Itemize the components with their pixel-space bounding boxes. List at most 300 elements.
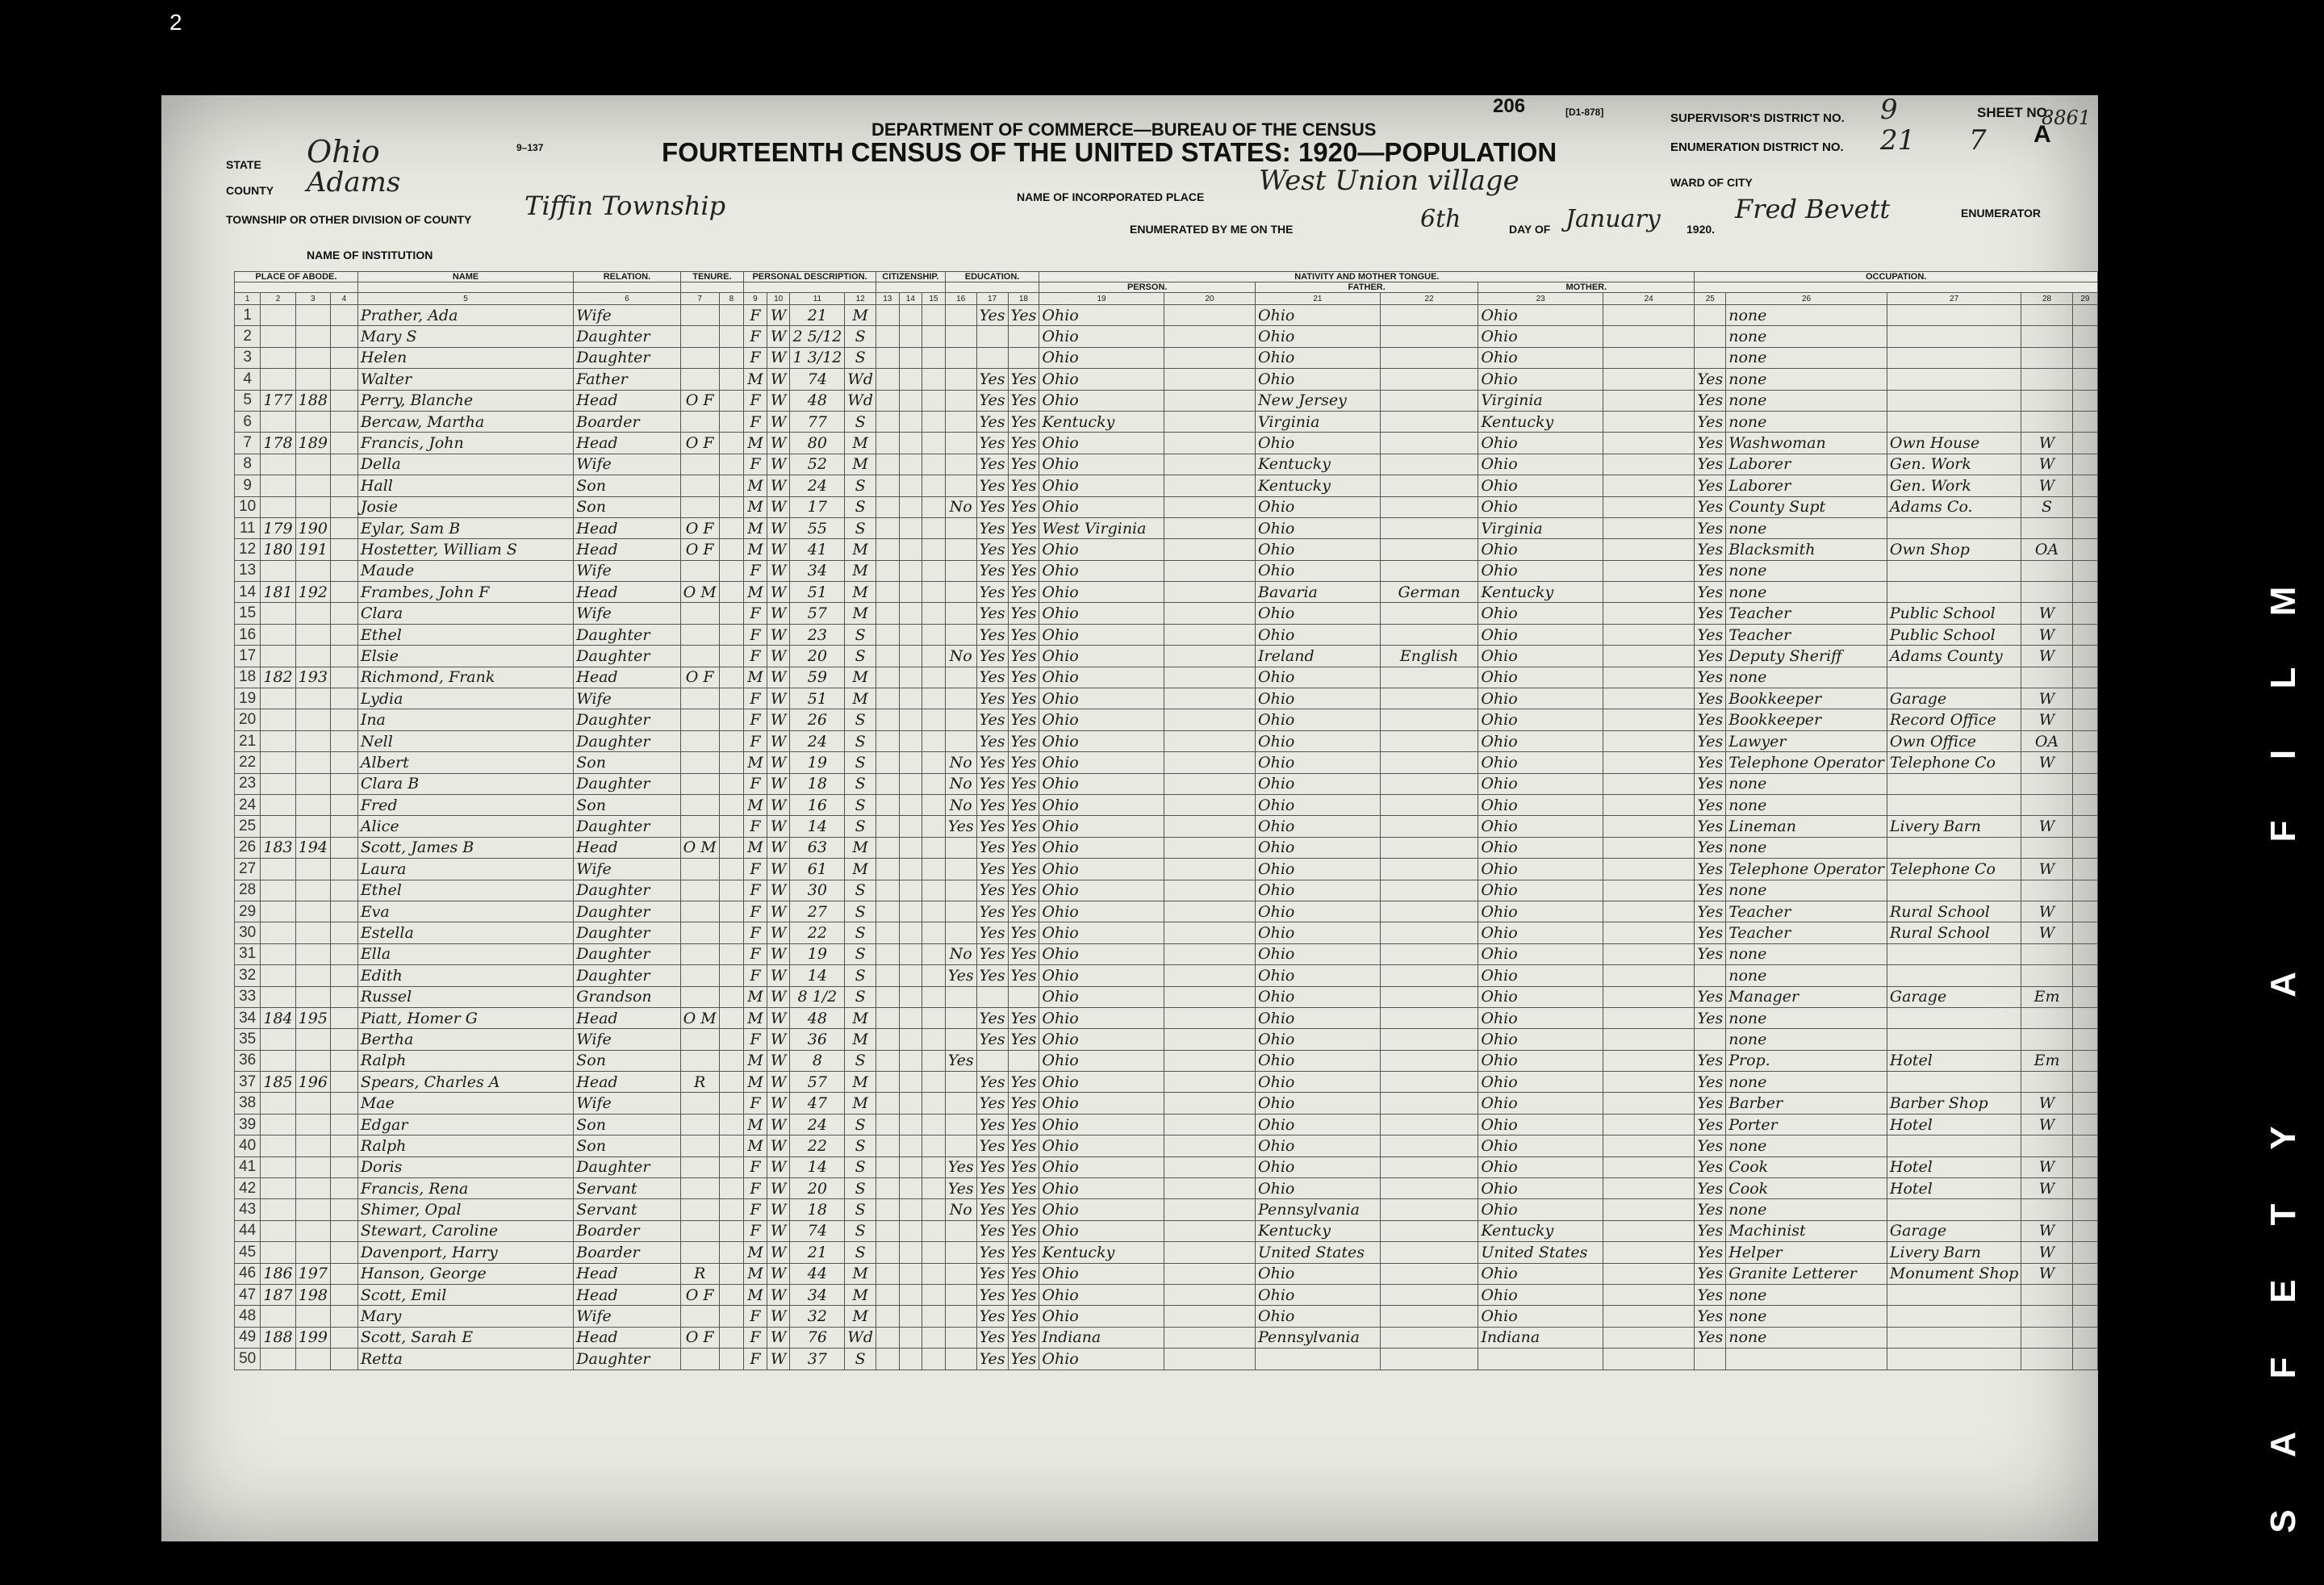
- cell-own: [680, 709, 719, 730]
- cell-age: 20: [790, 646, 845, 667]
- empty-cell: [2072, 1199, 2097, 1220]
- cell-write: Yes: [1008, 517, 1039, 538]
- cell-sex: M: [744, 369, 767, 390]
- table-row: [235, 582, 2098, 603]
- empty-cell: [899, 369, 922, 390]
- empty-cell: [876, 305, 899, 326]
- cell-name: Frambes, John F: [357, 582, 573, 603]
- row-number: 5: [235, 390, 261, 411]
- empty-cell: [330, 1135, 357, 1156]
- film-letter: M: [2263, 586, 2303, 617]
- cell-fam: [295, 1050, 330, 1071]
- empty-cell: [922, 496, 946, 517]
- cell-ms: S: [845, 1135, 876, 1156]
- empty-cell: [330, 496, 357, 517]
- cell-mpob: Ohio: [1478, 305, 1603, 326]
- cell-occ: none: [1726, 517, 1887, 538]
- cell-name: Hanson, George: [357, 1263, 573, 1284]
- cell-eng: Yes: [1695, 816, 1726, 837]
- cell-sex: M: [744, 1114, 767, 1135]
- empty-cell: [922, 390, 946, 411]
- empty-cell: [330, 582, 357, 603]
- cell-mtongue: [1380, 709, 1478, 730]
- cell-pob: Ohio: [1039, 390, 1164, 411]
- cell-dw: [261, 603, 295, 624]
- cell-rel: Daughter: [574, 347, 680, 368]
- cell-age: 48: [790, 1007, 845, 1028]
- cell-own: O F: [680, 433, 719, 454]
- cell-pob: Ohio: [1039, 816, 1164, 837]
- cell-age: 77: [790, 411, 845, 432]
- cell-fpob: Ohio: [1256, 943, 1381, 964]
- empty-cell: [922, 1263, 946, 1284]
- empty-cell: [876, 433, 899, 454]
- cell-read: Yes: [976, 433, 1008, 454]
- cell-read: Yes: [976, 965, 1008, 986]
- cell-eng: Yes: [1695, 1156, 1726, 1177]
- cell-age: 8 1/2: [790, 986, 845, 1007]
- cell-eng: Yes: [1695, 369, 1726, 390]
- empty-cell: [2072, 1327, 2097, 1348]
- row-number: 22: [235, 752, 261, 773]
- cell-ms: S: [845, 709, 876, 730]
- cell-race: W: [767, 752, 790, 773]
- cell-race: W: [767, 965, 790, 986]
- cell-cls: W: [2021, 454, 2072, 475]
- cell-ind: [1887, 1007, 2021, 1028]
- film-edge-text: [2259, 452, 2308, 1582]
- column-number: 26: [1726, 293, 1887, 305]
- cell-ms: S: [845, 773, 876, 794]
- column-number: 4: [330, 293, 357, 305]
- cell-eng: Yes: [1695, 752, 1726, 773]
- column-number: 5: [357, 293, 573, 305]
- cell-own: [680, 496, 719, 517]
- table-row: [235, 901, 2098, 922]
- cell-fpob: Ohio: [1256, 965, 1381, 986]
- cell-read: Yes: [976, 773, 1008, 794]
- cell-ind: Gen. Work: [1887, 454, 2021, 475]
- cell-cls: W: [2021, 816, 2072, 837]
- empty-cell: [330, 752, 357, 773]
- cell-mpob: Ohio: [1478, 773, 1603, 794]
- row-number: 23: [235, 773, 261, 794]
- row-number: 19: [235, 688, 261, 709]
- empty-cell: [2072, 688, 2097, 709]
- empty-cell: [1603, 709, 1695, 730]
- cell-mtongue: German: [1380, 582, 1478, 603]
- cell-school: [945, 347, 976, 368]
- cell-pob: Ohio: [1039, 496, 1164, 517]
- film-letter: T: [2263, 1203, 2303, 1226]
- empty-cell: [1603, 773, 1695, 794]
- empty-cell: [719, 1284, 743, 1305]
- cell-dw: [261, 369, 295, 390]
- cell-ms: S: [845, 624, 876, 645]
- empty-cell: [1164, 965, 1255, 986]
- empty-cell: [2072, 496, 2097, 517]
- cell-fam: [295, 986, 330, 1007]
- cell-fpob: New Jersey: [1256, 390, 1381, 411]
- cell-ind: Telephone Co: [1887, 859, 2021, 880]
- cell-mtongue: [1380, 667, 1478, 688]
- col-group-tenure: TENURE.: [680, 272, 744, 282]
- cell-rel: Boarder: [574, 1220, 680, 1241]
- cell-rel: Daughter: [574, 965, 680, 986]
- cell-race: W: [767, 1114, 790, 1135]
- cell-write: Yes: [1008, 582, 1039, 603]
- empty-cell: [719, 305, 743, 326]
- empty-cell: [1603, 1349, 1695, 1370]
- cell-fpob: Ohio: [1256, 730, 1381, 751]
- empty-cell: [2072, 880, 2097, 901]
- empty-cell: [719, 560, 743, 581]
- cell-race: W: [767, 646, 790, 667]
- empty-cell: [2072, 326, 2097, 347]
- empty-cell: [899, 965, 922, 986]
- cell-sex: F: [744, 305, 767, 326]
- cell-fam: [295, 646, 330, 667]
- empty-cell: [899, 496, 922, 517]
- cell-mpob: Ohio: [1478, 859, 1603, 880]
- cell-read: Yes: [976, 496, 1008, 517]
- table-row: [235, 1349, 2098, 1370]
- cell-fam: [295, 794, 330, 815]
- cell-name: Piatt, Homer G: [357, 1007, 573, 1028]
- empty-cell: [899, 390, 922, 411]
- empty-cell: [719, 1135, 743, 1156]
- cell-age: 18: [790, 1199, 845, 1220]
- empty-cell: [922, 305, 946, 326]
- cell-mtongue: [1380, 475, 1478, 496]
- cell-read: Yes: [976, 922, 1008, 943]
- cell-occ: none: [1726, 326, 1887, 347]
- cell-school: [945, 603, 976, 624]
- cell-fpob: Ohio: [1256, 794, 1381, 815]
- empty-cell: [719, 390, 743, 411]
- cell-write: Yes: [1008, 1242, 1039, 1263]
- cell-ind: [1887, 667, 2021, 688]
- row-number: 26: [235, 837, 261, 858]
- row-number: 46: [235, 1263, 261, 1284]
- cell-fpob: Ohio: [1256, 837, 1381, 858]
- cell-age: 21: [790, 1242, 845, 1263]
- cell-age: 30: [790, 880, 845, 901]
- row-number: 33: [235, 986, 261, 1007]
- cell-fpob: Ohio: [1256, 1072, 1381, 1093]
- cell-age: 2 5/12: [790, 326, 845, 347]
- cell-dw: 188: [261, 1327, 295, 1348]
- cell-ms: S: [845, 496, 876, 517]
- cell-mpob: Ohio: [1478, 1306, 1603, 1327]
- cell-mpob: Ohio: [1478, 1156, 1603, 1177]
- cell-write: [1008, 347, 1039, 368]
- cell-name: Doris: [357, 1156, 573, 1177]
- empty-cell: [719, 901, 743, 922]
- empty-cell: [2072, 390, 2097, 411]
- cell-dw: [261, 1306, 295, 1327]
- empty-cell: [876, 369, 899, 390]
- cell-occ: none: [1726, 1007, 1887, 1028]
- cell-ind: Hotel: [1887, 1156, 2021, 1177]
- cell-cls: W: [2021, 1093, 2072, 1114]
- cell-sex: F: [744, 730, 767, 751]
- cell-rel: Son: [574, 475, 680, 496]
- empty-cell: [2072, 1050, 2097, 1071]
- empty-cell: [899, 1135, 922, 1156]
- empty-cell: [330, 837, 357, 858]
- cell-race: W: [767, 1263, 790, 1284]
- column-number: 15: [922, 293, 946, 305]
- empty-cell: [1164, 517, 1255, 538]
- cell-school: [945, 1349, 976, 1370]
- empty-cell: [1164, 752, 1255, 773]
- cell-dw: [261, 454, 295, 475]
- column-number: 22: [1380, 293, 1478, 305]
- cell-pob: Ohio: [1039, 837, 1164, 858]
- empty-cell: [719, 667, 743, 688]
- cell-sex: F: [744, 709, 767, 730]
- cell-cls: W: [2021, 624, 2072, 645]
- cell-pob: Ohio: [1039, 901, 1164, 922]
- cell-own: O F: [680, 517, 719, 538]
- cell-mtongue: [1380, 326, 1478, 347]
- cell-read: Yes: [976, 1327, 1008, 1348]
- cell-mtongue: [1380, 539, 1478, 560]
- cell-own: [680, 603, 719, 624]
- cell-occ: Laborer: [1726, 475, 1887, 496]
- cell-dw: [261, 688, 295, 709]
- empty-cell: [1164, 986, 1255, 1007]
- cell-fam: [295, 1156, 330, 1177]
- cell-age: 22: [790, 922, 845, 943]
- cell-rel: Wife: [574, 305, 680, 326]
- cell-name: Shimer, Opal: [357, 1199, 573, 1220]
- empty-cell: [1603, 646, 1695, 667]
- film-letter: F: [2263, 1357, 2303, 1379]
- cell-mtongue: [1380, 411, 1478, 432]
- row-number: 32: [235, 965, 261, 986]
- empty-cell: [330, 1199, 357, 1220]
- cell-mtongue: [1380, 752, 1478, 773]
- enumerated-label: ENUMERATED BY ME ON THE: [1130, 223, 1294, 236]
- cell-own: [680, 965, 719, 986]
- empty-cell: [922, 1306, 946, 1327]
- cell-age: 24: [790, 1114, 845, 1135]
- cell-rel: Head: [574, 667, 680, 688]
- cell-rel: Wife: [574, 560, 680, 581]
- cell-school: [945, 1220, 976, 1241]
- cell-eng: Yes: [1695, 901, 1726, 922]
- cell-race: W: [767, 688, 790, 709]
- cell-school: [945, 305, 976, 326]
- empty-cell: [899, 1093, 922, 1114]
- empty-cell: [876, 1199, 899, 1220]
- row-number: 2: [235, 326, 261, 347]
- empty-cell: [330, 1284, 357, 1305]
- cell-fam: [295, 688, 330, 709]
- cell-dw: [261, 1349, 295, 1370]
- cell-sex: F: [744, 1156, 767, 1177]
- cell-name: Ralph: [357, 1050, 573, 1071]
- cell-rel: Head: [574, 1072, 680, 1093]
- cell-cls: W: [2021, 433, 2072, 454]
- cell-mtongue: [1380, 1220, 1478, 1241]
- cell-occ: Telephone Operator: [1726, 752, 1887, 773]
- empty-cell: [876, 667, 899, 688]
- county-value: Adams: [307, 166, 401, 199]
- empty-cell: [922, 369, 946, 390]
- cell-ms: M: [845, 582, 876, 603]
- empty-cell: [899, 411, 922, 432]
- cell-race: W: [767, 1050, 790, 1071]
- cell-rel: Daughter: [574, 943, 680, 964]
- cell-sex: M: [744, 1050, 767, 1071]
- cell-ind: Garage: [1887, 986, 2021, 1007]
- cell-own: O F: [680, 667, 719, 688]
- empty-cell: [1603, 1135, 1695, 1156]
- cell-school: [945, 986, 976, 1007]
- cell-eng: [1695, 1349, 1726, 1370]
- cell-mpob: Ohio: [1478, 560, 1603, 581]
- cell-ms: S: [845, 347, 876, 368]
- cell-eng: Yes: [1695, 1263, 1726, 1284]
- empty-cell: [876, 1306, 899, 1327]
- cell-sex: F: [744, 411, 767, 432]
- cell-age: 27: [790, 901, 845, 922]
- cell-ms: M: [845, 667, 876, 688]
- empty-cell: [2072, 1242, 2097, 1263]
- cell-occ: none: [1726, 347, 1887, 368]
- cell-name: Nell: [357, 730, 573, 751]
- cell-ind: Monument Shop: [1887, 1263, 2021, 1284]
- col-group-nativity: NATIVITY AND MOTHER TONGUE.: [1039, 272, 1695, 282]
- cell-age: 80: [790, 433, 845, 454]
- empty-cell: [330, 943, 357, 964]
- empty-cell: [922, 922, 946, 943]
- empty-cell: [1164, 922, 1255, 943]
- col-subhead-father: FATHER.: [1256, 282, 1478, 293]
- cell-school: [945, 517, 976, 538]
- cell-school: [945, 326, 976, 347]
- cell-occ: Laborer: [1726, 454, 1887, 475]
- empty-cell: [719, 603, 743, 624]
- cell-rel: Head: [574, 539, 680, 560]
- table-row: [235, 1135, 2098, 1156]
- cell-fpob: Ireland: [1256, 646, 1381, 667]
- cell-age: 19: [790, 752, 845, 773]
- cell-pob: Ohio: [1039, 730, 1164, 751]
- empty-cell: [2072, 901, 2097, 922]
- empty-cell: [1164, 646, 1255, 667]
- column-number: 29: [2072, 293, 2097, 305]
- cell-school: [945, 859, 976, 880]
- cell-mpob: Ohio: [1478, 965, 1603, 986]
- cell-eng: Yes: [1695, 454, 1726, 475]
- cell-dw: [261, 1156, 295, 1177]
- cell-race: W: [767, 859, 790, 880]
- row-number: 6: [235, 411, 261, 432]
- cell-eng: Yes: [1695, 880, 1726, 901]
- cell-dw: [261, 1242, 295, 1263]
- empty-cell: [922, 816, 946, 837]
- cell-pob: Ohio: [1039, 986, 1164, 1007]
- cell-name: Josie: [357, 496, 573, 517]
- empty-cell: [1164, 1029, 1255, 1050]
- cell-cls: [2021, 667, 2072, 688]
- cell-rel: Wife: [574, 1306, 680, 1327]
- cell-race: W: [767, 305, 790, 326]
- empty-cell: [899, 1029, 922, 1050]
- cell-ind: Public School: [1887, 624, 2021, 645]
- empty-cell: [2072, 582, 2097, 603]
- cell-age: 34: [790, 560, 845, 581]
- cell-rel: Daughter: [574, 709, 680, 730]
- cell-rel: Son: [574, 1114, 680, 1135]
- cell-mpob: Ohio: [1478, 901, 1603, 922]
- cell-ind: [1887, 390, 2021, 411]
- cell-age: 52: [790, 454, 845, 475]
- cell-age: 74: [790, 369, 845, 390]
- empty-cell: [876, 965, 899, 986]
- empty-cell: [719, 922, 743, 943]
- cell-fpob: Ohio: [1256, 496, 1381, 517]
- cell-mpob: Ohio: [1478, 837, 1603, 858]
- cell-own: R: [680, 1072, 719, 1093]
- empty-cell: [922, 411, 946, 432]
- empty-cell: [922, 688, 946, 709]
- empty-cell: [1164, 1093, 1255, 1114]
- cell-own: [680, 688, 719, 709]
- cell-read: Yes: [976, 688, 1008, 709]
- cell-ind: [1887, 1349, 2021, 1370]
- cell-sex: F: [744, 390, 767, 411]
- empty-cell: [876, 475, 899, 496]
- empty-cell: [1603, 560, 1695, 581]
- cell-age: 14: [790, 1156, 845, 1177]
- cell-dw: [261, 943, 295, 964]
- cell-fam: [295, 1135, 330, 1156]
- column-number: 27: [1887, 293, 2021, 305]
- cell-rel: Daughter: [574, 1349, 680, 1370]
- cell-name: Scott, Emil: [357, 1284, 573, 1305]
- cell-name: Della: [357, 454, 573, 475]
- table-row: [235, 709, 2098, 730]
- cell-age: 24: [790, 475, 845, 496]
- cell-ms: M: [845, 1093, 876, 1114]
- cell-fam: [295, 560, 330, 581]
- cell-eng: Yes: [1695, 730, 1726, 751]
- row-number: 35: [235, 1029, 261, 1050]
- cell-occ: Porter: [1726, 1114, 1887, 1135]
- cell-fpob: Ohio: [1256, 816, 1381, 837]
- table-row: [235, 986, 2098, 1007]
- cell-rel: Daughter: [574, 1156, 680, 1177]
- cell-pob: Ohio: [1039, 965, 1164, 986]
- cell-sex: F: [744, 1220, 767, 1241]
- table-row: [235, 730, 2098, 751]
- cell-own: [680, 646, 719, 667]
- empty-cell: [922, 1199, 946, 1220]
- empty-cell: [2072, 965, 2097, 986]
- cell-school: [945, 880, 976, 901]
- row-number: 37: [235, 1072, 261, 1093]
- cell-cls: W: [2021, 1114, 2072, 1135]
- cell-race: W: [767, 326, 790, 347]
- table-row: [235, 1007, 2098, 1028]
- film-letter: E: [2263, 1279, 2303, 1303]
- empty-cell: [330, 1327, 357, 1348]
